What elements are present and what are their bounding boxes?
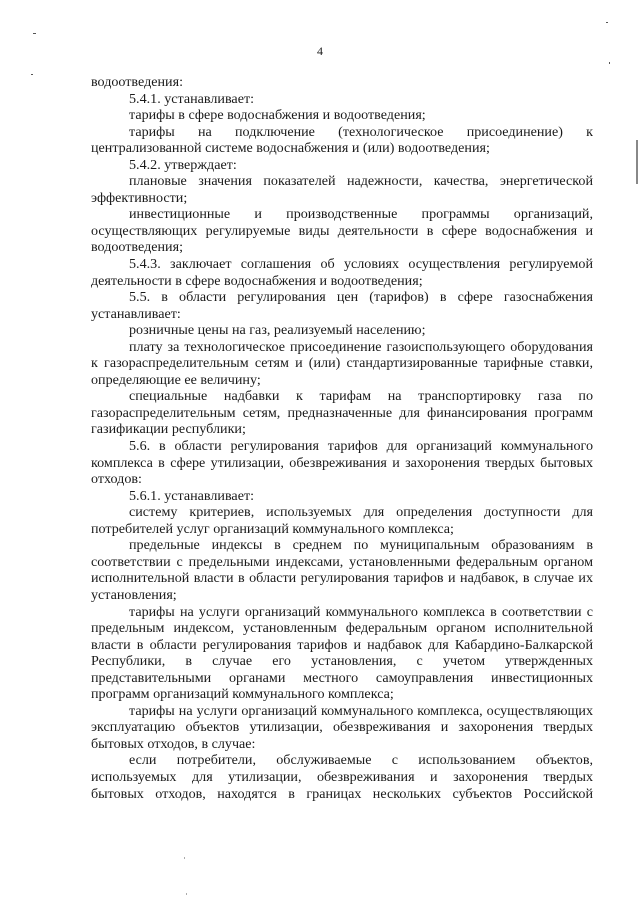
paragraph: 5.4.1. устанавливает: bbox=[129, 90, 255, 107]
paragraph: 5.6.1. устанавливает: bbox=[129, 487, 255, 504]
document-body bbox=[91, 74, 593, 802]
paragraph: тарифы на услуги организаций коммунального комплекса, осуществляющих эксплуатацию объектов утилизации, обезвреживания и захоронения твердых бытовых отходов, в случае: bbox=[91, 702, 593, 752]
paragraph: плату за технологическое присоединение газоиспользующего оборудования к газораспределительным сетям и (или) стандартизированные тарифные ставки, определяющие ее величину; bbox=[91, 338, 593, 388]
paragraph: тарифы в сфере водоснабжения и водоотведения; bbox=[129, 107, 426, 124]
scan-mark bbox=[33, 33, 36, 34]
paragraph: инвестиционные и производственные программы организаций, осуществляющих регулируемые виды деятельности в сфере водоснабжения и водоотведения; bbox=[91, 206, 593, 256]
paragraph-line: если потребители, обслуживаемые с использованием объектов, bbox=[129, 752, 593, 769]
scan-mark bbox=[636, 140, 638, 184]
paragraph: 5.4.3. заключает соглашения об условиях осуществления регулируемой деятельности в сфере водоснабжения и водоотведения; bbox=[91, 256, 593, 289]
page-number: 4 bbox=[317, 44, 323, 58]
paragraph: 5.5. в области регулирования цен (тарифов) в сфере газоснабжения устанавливает: bbox=[91, 289, 593, 322]
paragraph: плановые значения показателей надежности, качества, энергетической эффективности; bbox=[91, 173, 593, 206]
paragraph: 5.6. в области регулирования тарифов для организаций коммунального комплекса в сфере утилизации, обезвреживания и захоронения твердых бытовых отходов: bbox=[91, 438, 593, 488]
scan-mark bbox=[606, 22, 608, 23]
scan-mark bbox=[609, 62, 610, 64]
paragraph: предельные индексы в среднем по муниципальным образованиям в соответствии с предельными индексами, установленными федеральным органом исполнительной власти в области регулирования тарифов и надбавок, в случае их установления; bbox=[91, 537, 593, 603]
paragraph: тарифы на подключение (технологическое присоединение) к централизованной системе водоснабжения и (или) водоотведения; bbox=[91, 123, 593, 157]
paragraph: водоотведения: bbox=[91, 74, 183, 90]
scan-mark bbox=[184, 857, 185, 859]
paragraph: тарифы на услуги организаций коммунального комплекса в соответствии с предельным индексом, установленным федеральным органом исполнительной власти в области регулирования тарифов и надбавок для Кабардино-Балкарской Республики, в случае его установления, с учетом утвержденных представительными органами местного самоуправления инвестиционных программ организаций коммунального комплекса; bbox=[91, 603, 593, 703]
paragraph: систему критериев, используемых для определения доступности для потребителей услуг организаций коммунального комплекса; bbox=[91, 504, 593, 537]
paragraph: специальные надбавки к тарифам на транспортировку газа по газораспределительным сетям, предназначенные для финансирования программ газификации республики; bbox=[91, 388, 593, 438]
paragraph-line: используемых для утилизации, обезвреживания и захоронения твердых bbox=[91, 768, 593, 785]
scan-mark bbox=[186, 893, 187, 895]
paragraph: 5.4.2. утверждает: bbox=[129, 156, 237, 173]
paragraph: розничные цены на газ, реализуемый населению; bbox=[129, 322, 426, 339]
paragraph-line: бытовых отходов, находятся в границах нескольких субъектов Российской bbox=[91, 785, 593, 802]
scan-mark bbox=[31, 74, 33, 75]
